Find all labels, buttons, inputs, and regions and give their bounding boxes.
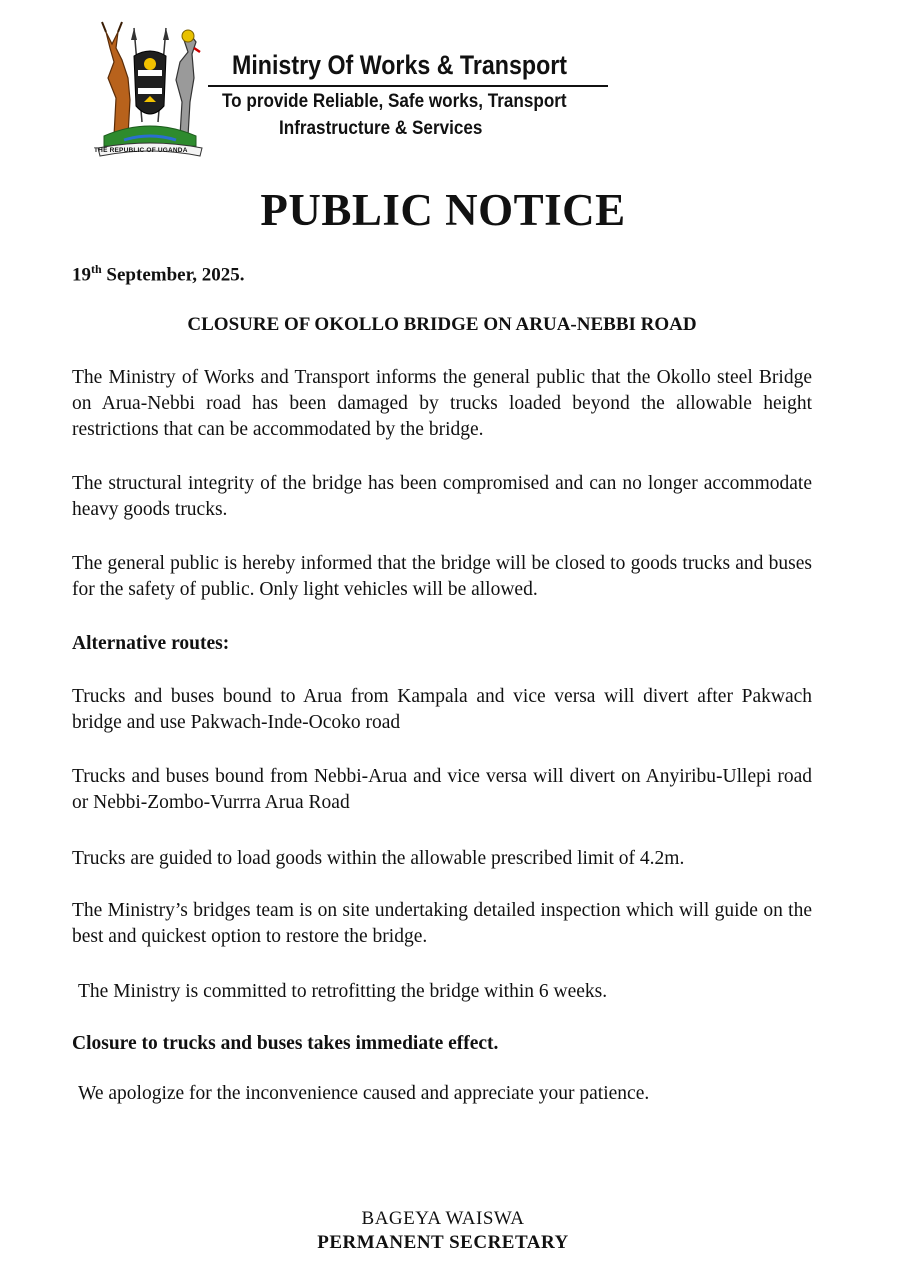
tagline-line-2: Infrastructure & Services <box>279 118 483 139</box>
paragraph-immediate-effect: Closure to trucks and buses takes immediate effect. <box>72 1033 499 1054</box>
ministry-name: Ministry Of Works & Transport <box>232 50 568 80</box>
paragraph-inspection: The Ministry’s bridges team is on site undertaking detailed inspection which will guide on the best and quickest option to restore the bridge. <box>72 900 812 947</box>
notice-subject: CLOSURE OF OKOLLO BRIDGE ON ARUA-NEBBI ROAD <box>187 314 697 335</box>
date-day: 19 <box>72 264 91 286</box>
letterhead <box>0 0 904 170</box>
paragraph-closure: The general public is hereby informed that the bridge will be closed to goods trucks and buses for the safety of public. Only light vehicles will be allowed. <box>72 553 812 600</box>
tagline-line-1: To provide Reliable, Safe works, Transport <box>222 91 567 112</box>
date-suffix: th <box>91 262 102 276</box>
paragraph-retrofit: The Ministry is committed to retrofitting the bridge within 6 weeks. <box>78 981 608 1002</box>
paragraph-apology: We apologize for the inconvenience caused and appreciate your patience. <box>78 1083 650 1104</box>
notice-title: PUBLIC NOTICE <box>260 185 626 235</box>
paragraph-damage: The Ministry of Works and Transport informs the general public that the Okollo steel Bridge on Arua-Nebbi road has been damaged by trucks loaded beyond the allowable height restrictions that can be accommodated by the bridge. <box>72 367 812 440</box>
alternative-routes-heading: Alternative routes: <box>72 633 230 654</box>
notice-date <box>72 262 245 286</box>
date-rest: September, 2025. <box>101 264 245 286</box>
paragraph-route-nebbi: Trucks and buses bound from Nebbi-Arua and vice versa will divert on Anyiribu-Ullepi road or Nebbi-Zombo-Vurrra Arua Road <box>72 766 812 813</box>
uganda-coat-of-arms-icon <box>84 18 216 158</box>
crest-caption: THE REPUBLIC OF UGANDA <box>94 147 188 154</box>
signature-block <box>0 1207 886 1255</box>
signatory-title: PERMANENT SECRETARY <box>317 1232 569 1253</box>
signatory-name: BAGEYA WAISWA <box>361 1208 525 1229</box>
paragraph-load-limit: Trucks are guided to load goods within the allowable prescribed limit of 4.2m. <box>72 848 685 869</box>
paragraph-integrity: The structural integrity of the bridge has been compromised and can no longer accommodate heavy goods trucks. <box>72 473 812 520</box>
paragraph-route-kampala: Trucks and buses bound to Arua from Kampala and vice versa will divert after Pakwach bridge and use Pakwach-Inde-Ocoko road <box>72 686 812 733</box>
letterhead-divider <box>208 85 608 87</box>
